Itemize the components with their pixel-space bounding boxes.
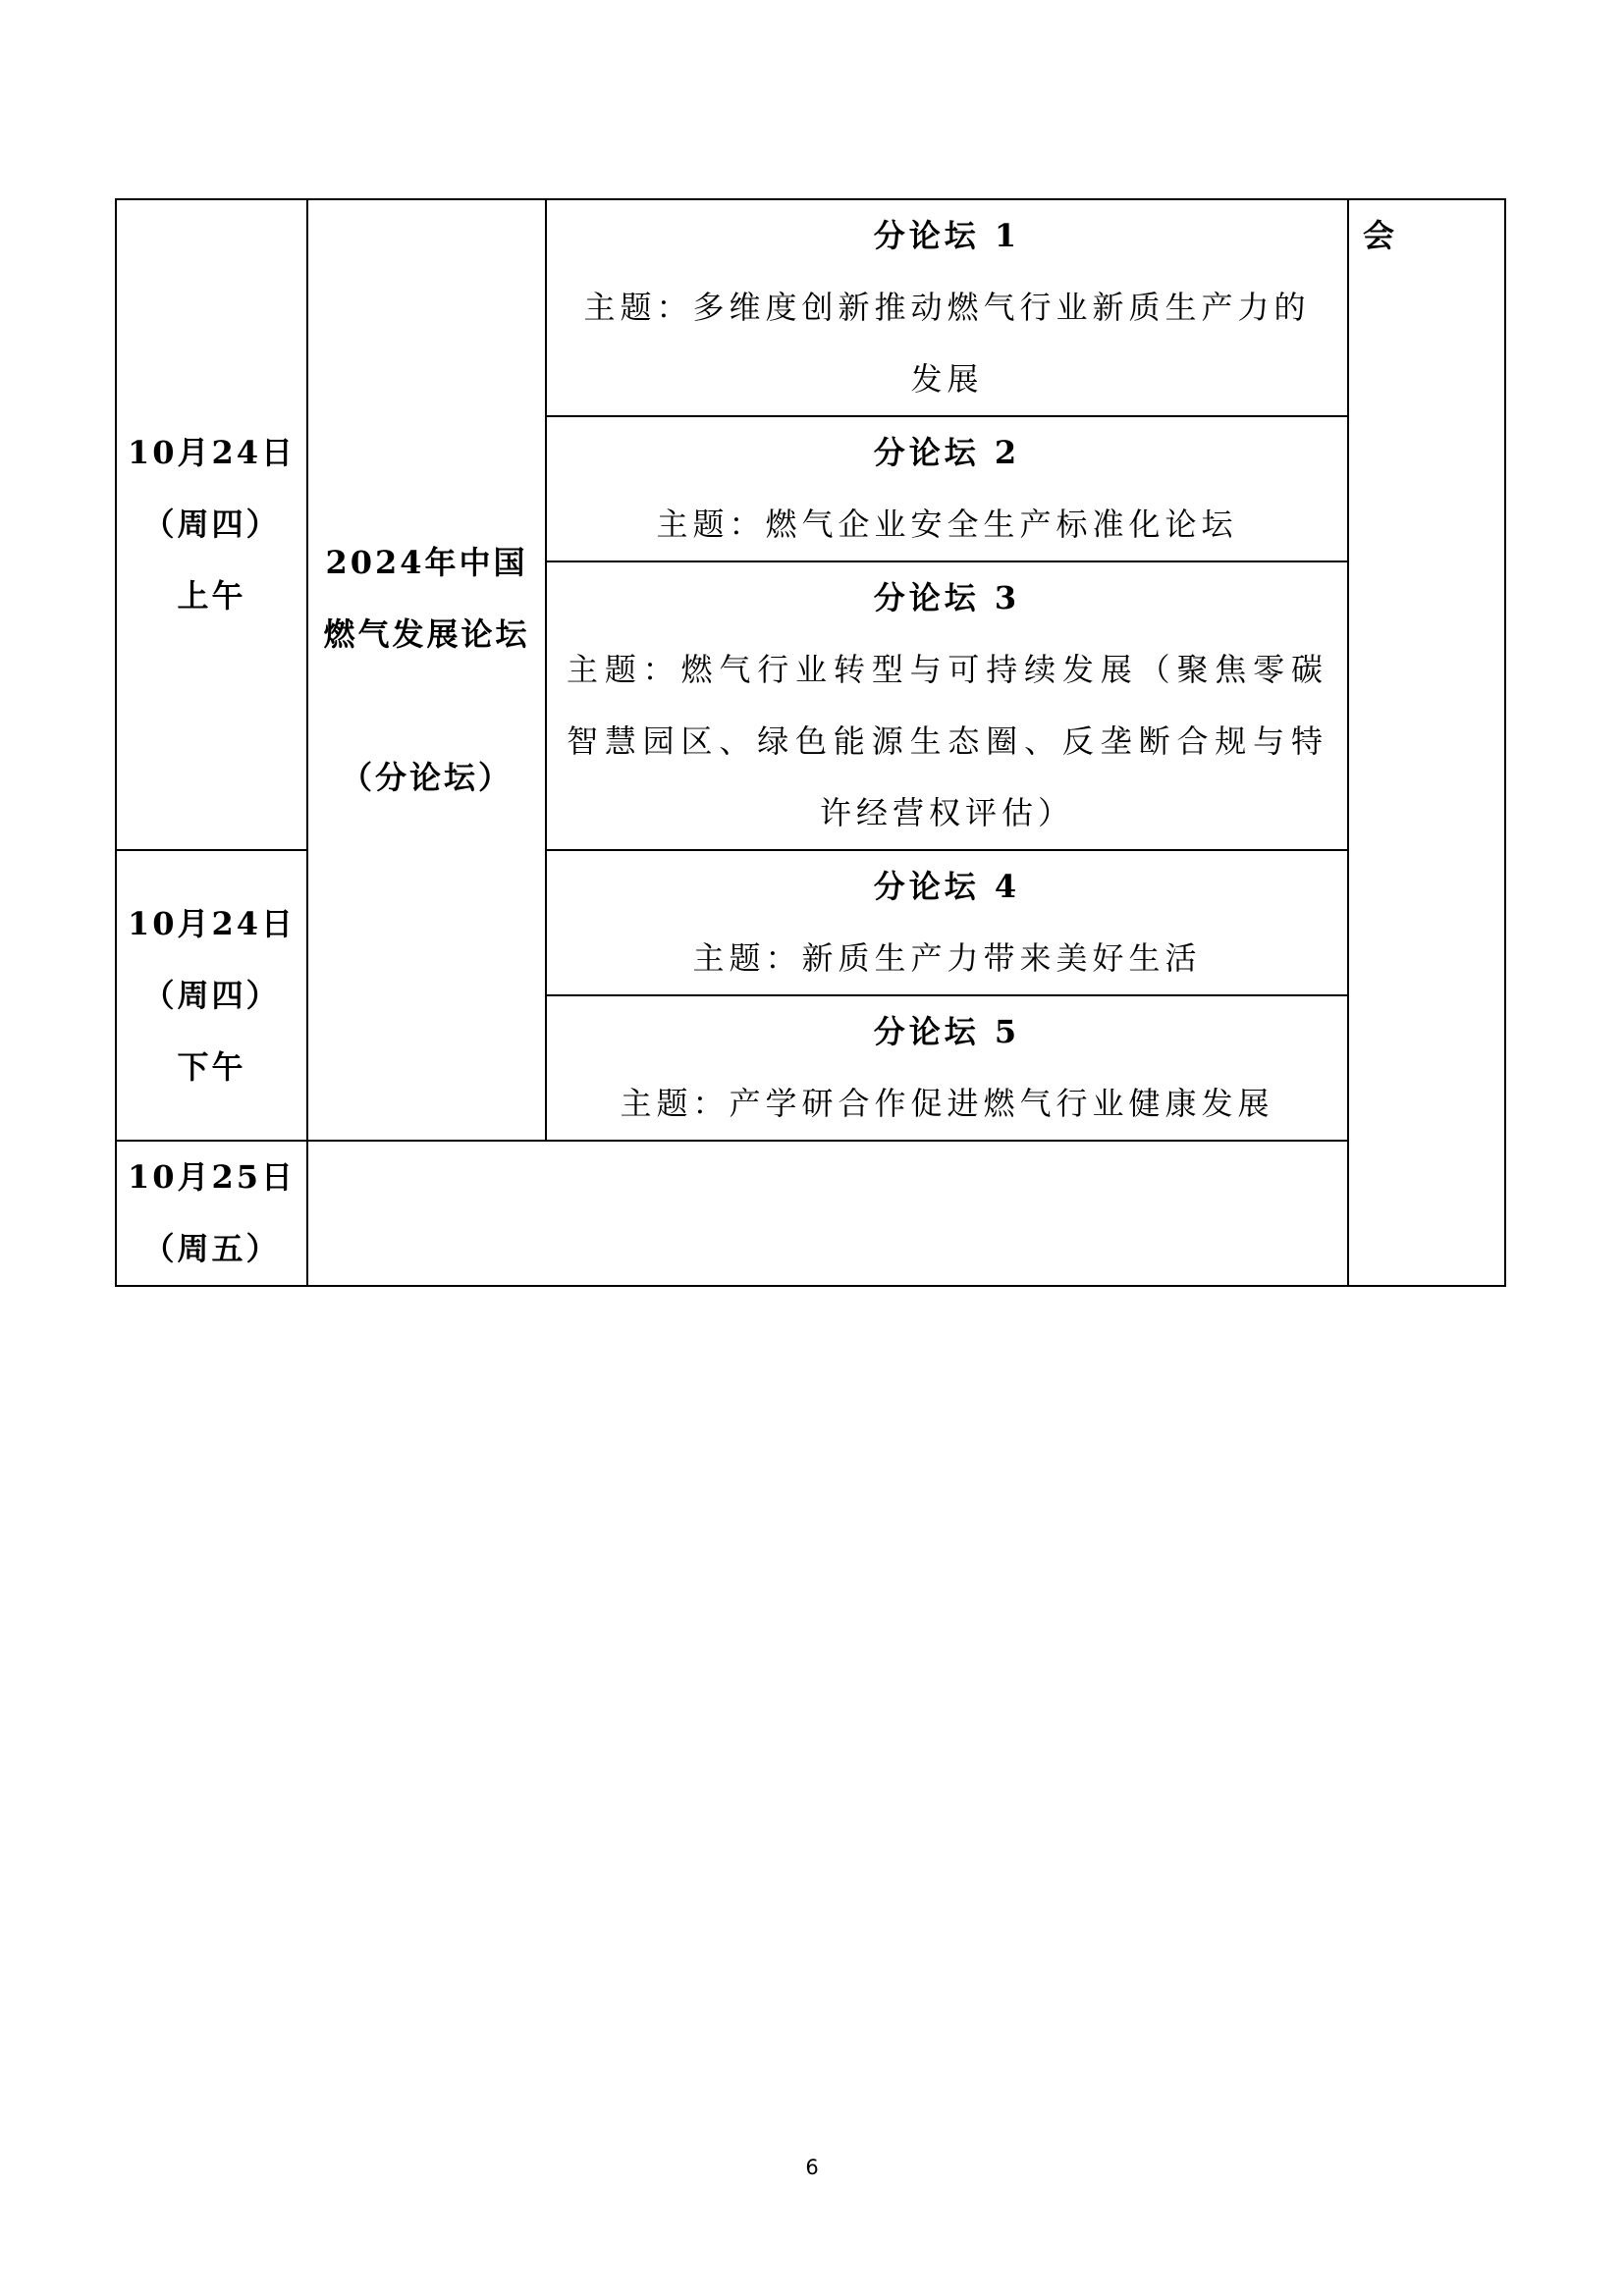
- page-number: 6: [805, 2156, 819, 2179]
- session-title: 分论坛 2: [873, 434, 1021, 471]
- note-text: 会: [1363, 217, 1395, 254]
- session-theme: 主题：多维度创新推动燃气行业新质生产力的发展: [583, 289, 1311, 398]
- session-title: 分论坛 1: [873, 217, 1021, 254]
- forum-title-line-1: 2024年中国: [325, 543, 528, 581]
- session-cell-1: [546, 199, 1348, 416]
- session-theme: 主题：燃气行业转型与可持续发展（聚焦零碳智慧园区、绿色能源生态圈、反垄断合规与特许经营权评估）: [567, 651, 1327, 831]
- forum-title-line-2: 燃气发展论坛: [323, 614, 530, 653]
- session-cell-2: [546, 416, 1348, 561]
- period-label: 下午: [177, 1047, 246, 1086]
- weekday-label: （周五）: [142, 1230, 281, 1267]
- date-label: 10月24日: [127, 904, 297, 942]
- session-cell-4: [546, 850, 1348, 995]
- note-cell: [1348, 199, 1505, 1286]
- table-row: [116, 1141, 1505, 1286]
- period-label: 上午: [177, 577, 246, 614]
- session-theme: 主题：燃气企业安全生产标准化论坛: [656, 506, 1238, 543]
- table-row: [116, 199, 1505, 416]
- date-label: 10月24日: [127, 434, 297, 471]
- schedule-table: [115, 198, 1506, 1287]
- session-title: 分论坛 3: [873, 579, 1021, 616]
- forum-name-cell: [307, 199, 546, 1141]
- weekday-label: （周四）: [142, 976, 281, 1014]
- session-title: 分论坛 5: [873, 1013, 1021, 1050]
- empty-cell: [307, 1141, 1348, 1286]
- session-theme: 主题：产学研合作促进燃气行业健康发展: [620, 1085, 1274, 1122]
- session-cell-5: [546, 995, 1348, 1141]
- session-title: 分论坛 4: [873, 868, 1021, 905]
- date-cell-afternoon: [116, 850, 307, 1141]
- date-cell-morning: [116, 199, 307, 850]
- forum-subtitle: （分论坛）: [340, 758, 513, 796]
- session-theme: 主题：新质生产力带来美好生活: [692, 939, 1202, 977]
- weekday-label: （周四）: [142, 506, 281, 543]
- date-cell-friday: [116, 1141, 307, 1286]
- session-cell-3: [546, 561, 1348, 850]
- date-label: 10月25日: [127, 1158, 297, 1196]
